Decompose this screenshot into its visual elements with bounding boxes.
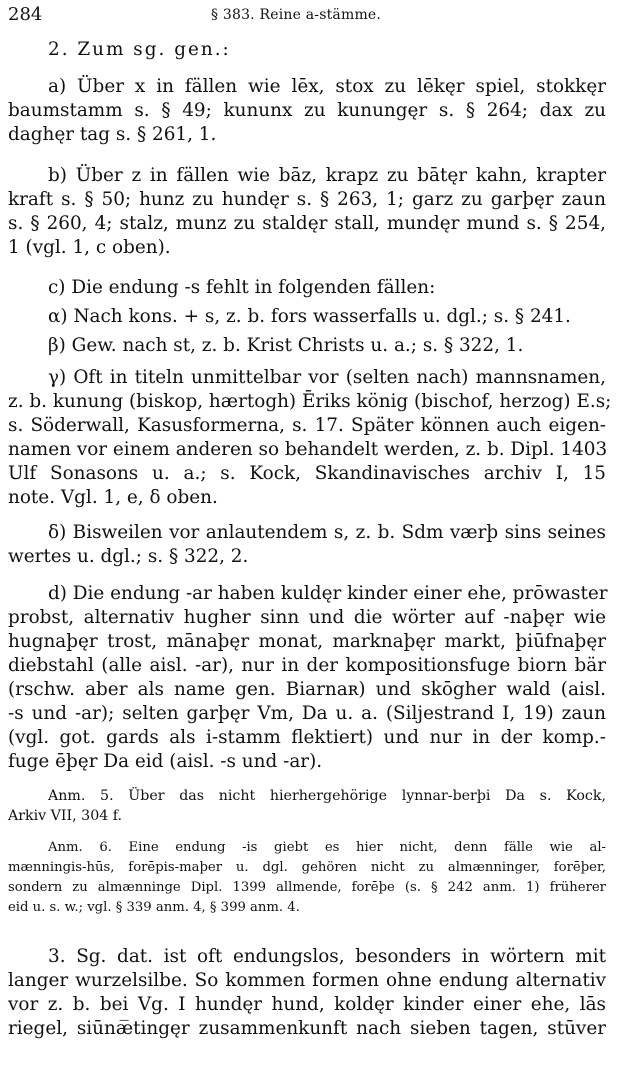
paragraph-d-line: -s und -ar); selten garþęr Vm, Da u. a. (Siljestrand I, 19) zaun	[8, 703, 606, 724]
paragraph-d-line: diebstahl (alle aisl. -ar), nur in der kompositionsfuge biorn bär	[8, 655, 606, 676]
anm6-line: Anm. 6. Eine endung -is giebt es hier nicht, denn fälle wie al-	[48, 840, 606, 855]
section3-line: 3. Sg. dat. ist oft endungslos, besonders in wörtern mit	[48, 946, 606, 967]
paragraph-b-line: 1 (vgl. 1, c oben).	[8, 237, 171, 258]
paragraph-c-line: δ) Bisweilen vor anlautendem s, z. b. Sdm værþ sins seines	[48, 522, 606, 543]
paragraph-d-line: fuge ēþęr Da eid (aisl. -s und -ar).	[8, 751, 323, 772]
anm6-line: eid u. s. w.; vgl. § 339 anm. 4, § 399 anm. 4.	[8, 900, 300, 915]
anm5-line: Arkiv VII, 304 f.	[8, 808, 123, 824]
paragraph-c-line: α) Nach kons. + s, z. b. fors wasserfalls u. dgl.; s. § 241.	[48, 306, 571, 327]
paragraph-d-line: (rschw. aber als name gen. Biarnaʀ) und skōgher wald (aisl.	[8, 679, 606, 700]
paragraph-d-line: d) Die endung -ar haben kuldęr kinder einer ehe, prōwaster	[48, 583, 608, 604]
section-heading: 2. Zum sg. gen.:	[48, 39, 231, 60]
section3-line: riegel, siūnæ̅tingęr zusammenkunft nach sieben tagen, stūver	[8, 1018, 606, 1039]
anm6-line: mænningis-hūs, forēpis-maþer u. dgl. gehören nicht zu almænninger, forēþer,	[8, 860, 606, 875]
paragraph-d-line: hugnaþęr trost, mānaþęr monat, marknaþęr markt, þiūfnaþęr	[8, 631, 606, 652]
paragraph-c-line: wertes u. dgl.; s. § 322, 2.	[8, 546, 249, 567]
page-number: 284	[8, 4, 43, 25]
paragraph-b-line: s. § 260, 4; stalz, munz zu staldęr stall, mundęr mund s. § 254,	[8, 213, 606, 234]
paragraph-d-line: (vgl. got. gards als i-stamm flektiert) und nur in der komp.-	[8, 727, 606, 748]
paragraph-b-line: kraft s. § 50; hunz zu hundęr s. § 263, 1; garz zu garþęr zaun	[8, 189, 606, 210]
paragraph-c-line: z. b. kunung (biskop, hærtogh) Ēriks könig (bischof, herzog) E.s;	[8, 391, 612, 412]
anm5-line: Anm. 5. Über das nicht hierhergehörige lynnar-berþi Da s. Kock,	[48, 788, 606, 804]
page-header	[8, 4, 608, 28]
anm6-line: sondern zu almænninge Dipl. 1399 allmende, forēþe (s. § 242 anm. 1) früherer	[8, 880, 606, 895]
paragraph-c-line: namen vor einem anderen so behandelt werden, z. b. Dipl. 1403	[8, 439, 608, 460]
paragraph-a-line: a) Über x in fällen wie lēx, stox zu lēkęr spiel, stokkęr	[48, 76, 606, 97]
running-head: § 383. Reine a-stämme.	[211, 7, 382, 23]
section3-line: langer wurzelsilbe. So kommen formen ohne endung alternativ	[8, 970, 606, 991]
section3-line: vor z. b. bei Vg. I hundęr hund, koldęr kinder einer ehe, lās	[8, 994, 606, 1015]
paragraph-c-line: Ulf Sonasons u. a.; s. Kock, Skandinavisches archiv I, 15	[8, 463, 606, 484]
paragraph-a-line: daghęr tag s. § 261, 1.	[8, 124, 217, 145]
paragraph-c-line: c) Die endung -s fehlt in folgenden fällen:	[48, 277, 436, 298]
paragraph-a-line: baumstamm s. § 49; kununx zu kunungęr s. § 264; dax zu	[8, 100, 606, 121]
paragraph-c-line: note. Vgl. 1, e, δ oben.	[8, 487, 218, 508]
paragraph-c-line: γ) Oft in titeln unmittelbar vor (selten nach) mannsnamen,	[48, 367, 606, 388]
paragraph-c-line: β) Gew. nach st, z. b. Krist Christs u. a.; s. § 322, 1.	[48, 335, 524, 356]
paragraph-b-line: b) Über z in fällen wie bāz, krapz zu bātęr kahn, krapter	[48, 165, 606, 186]
paragraph-d-line: probst, alternativ hugher sinn und die wörter auf -naþęr wie	[8, 607, 606, 628]
paragraph-c-line: s. Söderwall, Kasusformerna, s. 17. Später können auch eigen-	[8, 415, 606, 436]
